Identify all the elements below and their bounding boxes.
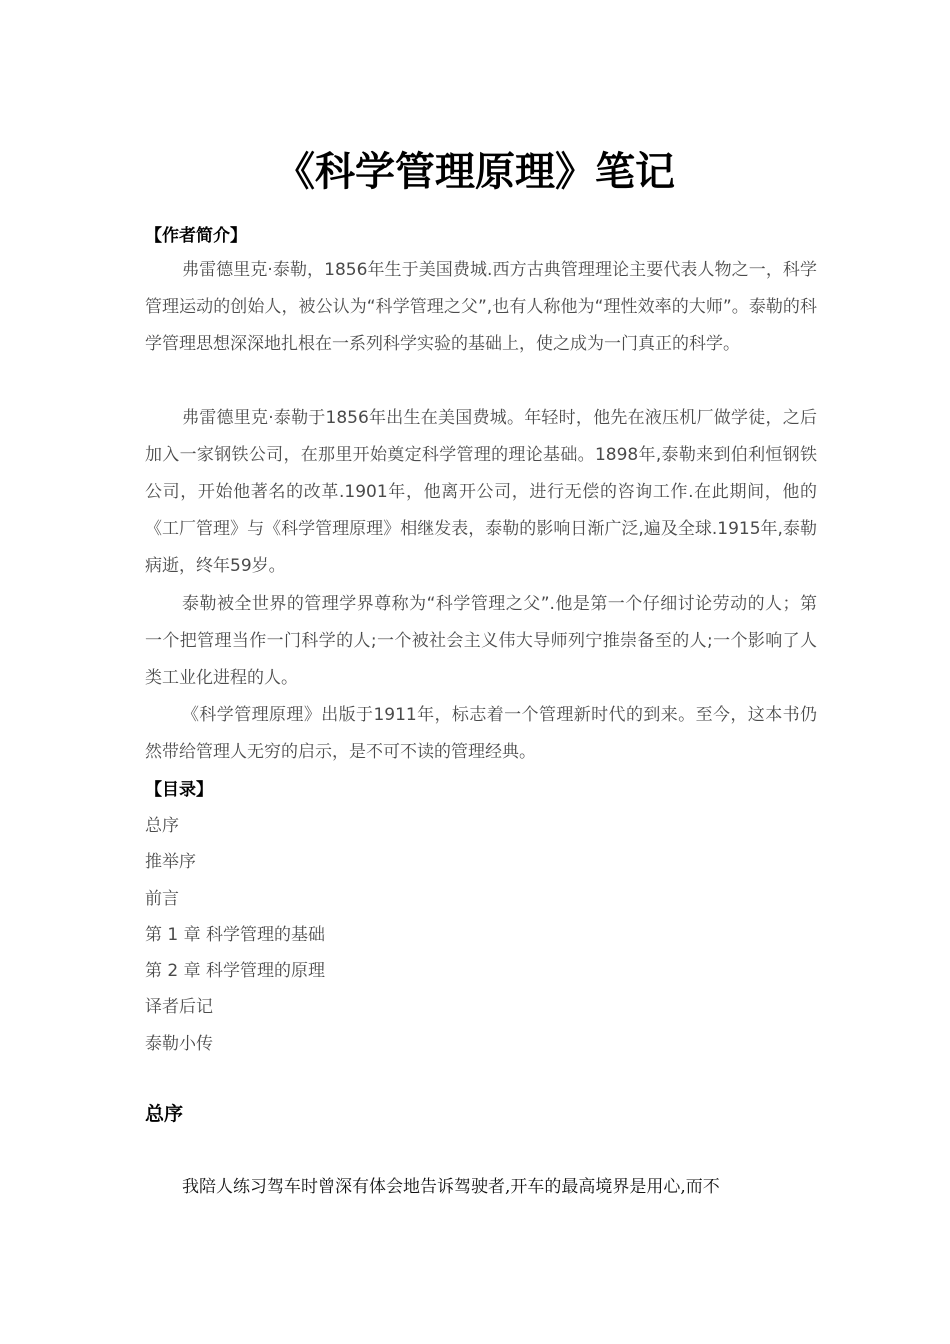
toc-item: 前言	[145, 888, 179, 909]
author-paragraph-4: 《科学管理原理》出版于1911年，标志着一个管理新时代的到来。至今，这本书仍然带给管理人无穷的启示，是不可不读的管理经典。	[145, 705, 817, 762]
preface-heading: 总序	[145, 1103, 184, 1125]
author-paragraph-2: 弗雷德里克·泰勒于1856年出生在美国费城。年轻时，他先在液压机厂做学徒，之后加入一家钢铁公司，在那里开始奠定科学管理的理论基础。1898年,泰勒来到伯利恒钢铁公司，开始他著名的改革.1901年，他离开公司，进行无偿的咨询工作.在此期间，他的《工厂管理》与《科学管理原理》相继发表，泰勒的影响日渐广泛,遍及全球.1915年,泰勒病逝，终年59岁。	[145, 408, 817, 576]
toc-item: 推举序	[145, 852, 196, 873]
toc-item: 总序	[145, 816, 179, 836]
author-paragraph-1: 弗雷德里克·泰勒，1856年生于美国费城.西方古典管理理论主要代表人物之一，科学管理运动的创始人，被公认为“科学管理之父”,也有人称他为“理性效率的大师”。泰勒的科学管理思想深深地扎根在一系列科学实验的基础上，使之成为一门真正的科学。	[145, 260, 817, 354]
author-paragraph-3: 泰勒被全世界的管理学界尊称为“科学管理之父”.他是第一个仔细讨论劳动的人；第一个把管理当作一门科学的人;一个被社会主义伟大导师列宁推崇备至的人;一个影响了人类工业化进程的人。	[145, 594, 817, 688]
toc-item: 第 2 章 科学管理的原理	[145, 961, 326, 982]
toc-item: 泰勒小传	[145, 1033, 213, 1054]
toc-item: 第 1 章 科学管理的基础	[145, 924, 326, 945]
toc-item: 译者后记	[145, 997, 213, 1018]
author-section-label: 【作者简介】	[145, 226, 247, 246]
table-of-contents	[145, 808, 325, 1062]
document-title: 《科学管理原理》笔记	[275, 149, 675, 195]
preface-first-line: 我陪人练习驾车时曾深有体会地告诉驾驶者,开车的最高境界是用心,而不	[182, 1177, 720, 1197]
toc-section-label: 【目录】	[145, 780, 213, 800]
